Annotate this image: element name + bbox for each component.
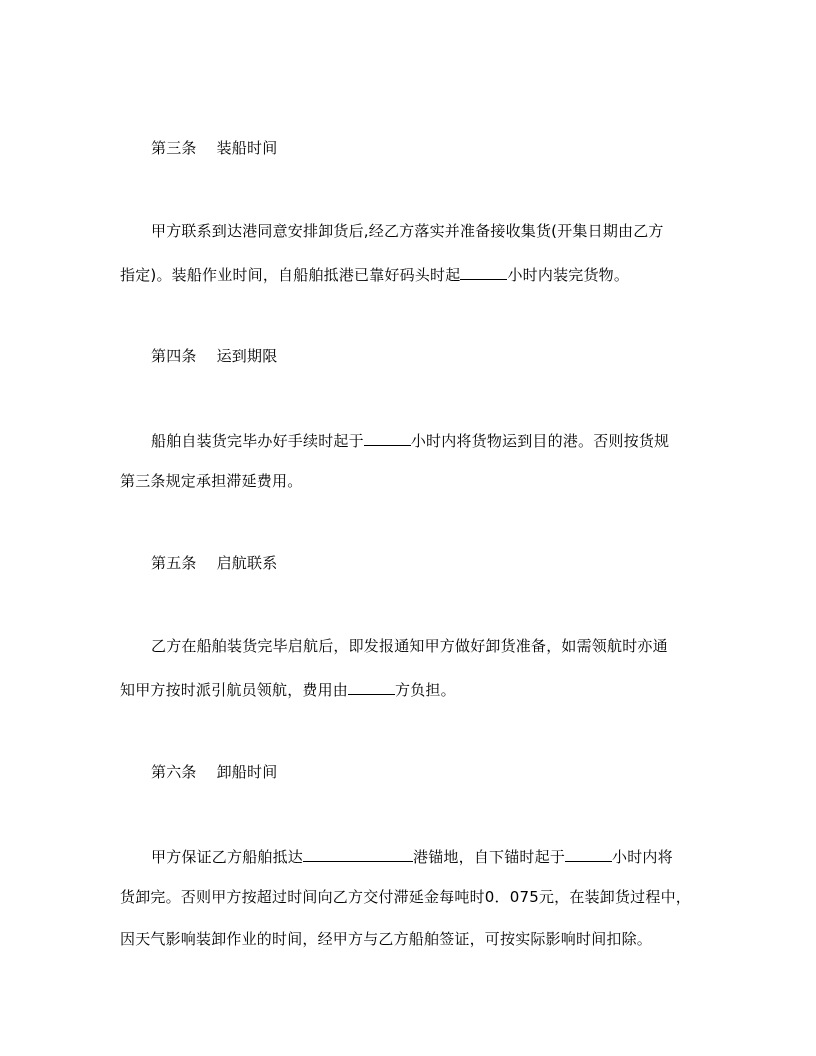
article-number: 第五条 — [151, 554, 197, 572]
article-title: 卸船时间 — [216, 763, 278, 781]
fill-in-blank — [565, 846, 612, 862]
fill-in-blank — [348, 679, 395, 695]
article-number: 第六条 — [151, 763, 197, 781]
article-heading — [151, 554, 277, 572]
article-heading — [151, 347, 277, 365]
paragraph-line: 第三条规定承担滞延费用。 — [120, 472, 303, 490]
article-heading — [151, 139, 277, 157]
paragraph-line: 货卸完。否则甲方按超过时间向乙方交付滞延金每吨时0．075元，在装卸货过程中， — [120, 888, 691, 906]
fill-in-blank — [460, 264, 507, 280]
paragraph-line: 指定)。装船作业时间，自船舶抵港已靠好码头时起 小时内装完货物。 — [120, 266, 630, 284]
fill-in-blank — [364, 430, 411, 446]
paragraph-line: 甲方保证乙方船舶抵达 港锚地，自下锚时起于 小时内将 — [151, 848, 673, 866]
fill-in-blank — [303, 846, 413, 862]
article-number: 第三条 — [151, 139, 197, 157]
paragraph-line: 知甲方按时派引航员领航，费用由 方负担。 — [120, 681, 456, 699]
paragraph-line: 乙方在船舶装货完毕启航后，即发报通知甲方做好卸货准备，如需领航时亦通 — [151, 637, 668, 655]
paragraph-line: 甲方联系到达港同意安排卸货后,经乙方落实并准备接收集货(开集日期由乙方 — [151, 222, 664, 240]
article-heading — [151, 763, 277, 781]
article-title: 装船时间 — [216, 139, 278, 157]
paragraph-line: 因天气影响装卸作业的时间，经甲方与乙方船舶签证，可按实际影响时间扣除。 — [120, 930, 653, 948]
article-number: 第四条 — [151, 347, 197, 365]
paragraph-line: 船舶自装货完毕办好手续时起于 小时内将货物运到目的港。否则按货规 — [151, 432, 670, 450]
article-title: 运到期限 — [216, 347, 278, 365]
article-title: 启航联系 — [216, 554, 278, 572]
